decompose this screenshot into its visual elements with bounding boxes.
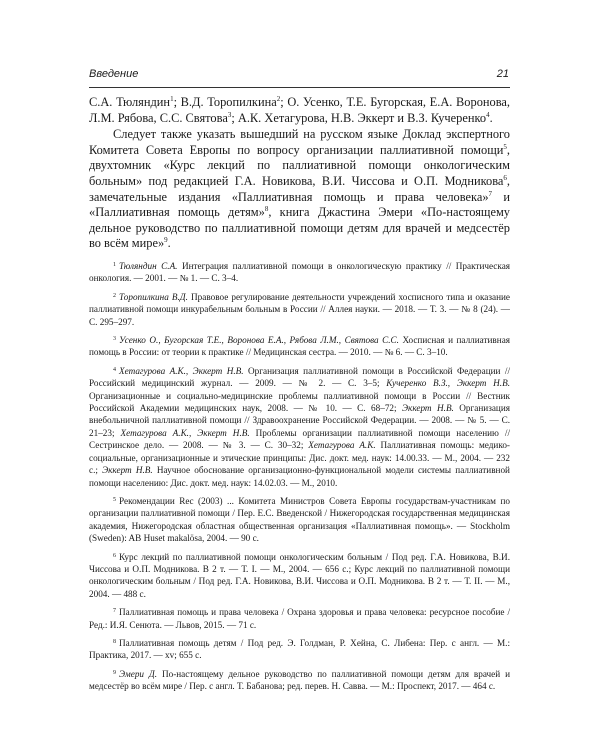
text-run: . [167, 236, 171, 251]
text-run: и «Паллиативная помощь детям» [89, 189, 510, 220]
text-run: , книга Джастина Эмери «По-настоящему дельное руководство по паллиативной помощи детям для врачей и медсестёр во всём мире» [89, 205, 510, 251]
footnote-number: 8 [113, 638, 116, 645]
footnote [89, 334, 510, 359]
footnote [89, 365, 510, 489]
footnote-number: 9 [113, 669, 116, 676]
text-run: , замечательные издания «Паллиативная помощь и права человека» [89, 173, 510, 204]
footnote-author: Эмери Д. [119, 668, 158, 679]
running-header [89, 68, 509, 86]
text-run: С.А. Тюляндин [89, 95, 171, 109]
footnote-number: 7 [113, 608, 116, 615]
footnote-text: Научное обоснование организационно-функциональной модели системы паллиативной помощи населению: Дис. докт. мед. наук: 14.02.03. — М., 2010. [89, 465, 510, 488]
footnote-author: Хетагурова А.К. [308, 440, 376, 451]
footnote-number: 2 [113, 292, 116, 299]
footnote-text: Хосписная и паллиативная помощь в России: от теории к практике // Медицинская сестра. — 2010. — № 6. — С. 3–10. [89, 335, 510, 358]
footnote-author: Эккерт Н.В. [402, 403, 454, 414]
footnote-text: Организация паллиативной помощи в Российской Федерации // Российский медицинский журнал. — 2009. — № 2. — С. 3–5; [89, 365, 511, 389]
footnote [89, 260, 510, 285]
page-number: 21 [496, 68, 509, 80]
footnote [89, 668, 510, 693]
footnote-ref: 4 [486, 110, 490, 119]
footnote-text: Паллиативная помощь: медико-социальные, организационные и этические принципы: Дис. докт. мед. наук: 14.00.33. — М., 2004. — 232 с.; [89, 440, 510, 476]
text-run: ; В.Д. Торопилкина [173, 95, 277, 109]
footnote-ref: 1 [170, 95, 174, 103]
footnote-text: Интеграция паллиативной помощи в онкологическую практику // Практическая онкология. — 2001. — № 1. — С. 3–4. [89, 261, 510, 284]
footnote [89, 551, 510, 601]
footnote-ref: 7 [488, 189, 493, 198]
footnote-ref: 3 [227, 110, 232, 119]
footnote-ref: 6 [503, 173, 507, 182]
footnote-number: 3 [113, 336, 116, 343]
text-run: ; А.К. Хетагурова, Н.В. Эккерт и В.З. Кучеренко [231, 110, 487, 125]
footnote-text: По-настоящему дельное руководство по паллиативной помощи детям для врачей и медсестёр во всём мире / Пер. с англ. Т. Бабанова; ред. перев. Н. Савва. — М.: Проспект, 2017. — 464 с. [89, 668, 510, 692]
paragraph [89, 127, 510, 252]
paragraph [89, 95, 510, 126]
footnote-ref: 9 [164, 236, 168, 245]
footnote [89, 637, 510, 662]
footnote-author: Эккерт Н.В. [102, 465, 153, 476]
footnote-text: Паллиативная помощь детям / Под ред. Э. Голдман, Р. Хейна, С. Либена: Пер. с англ. — М.: Практика, 2017. — xv; 655 с. [89, 637, 510, 661]
footnote-ref: 5 [503, 142, 507, 151]
footnote-text: Рекомендации Rec (2003) ... Комитета Министров Совета Европы государствам-участникам по организации паллиативной помощи / Пер. Е.С. Введенской / Нижегородская государственная медицинская академия, Нижегородская областная общественная организация «Паллиативная помощь». — Stockholm (Sweden): AB Huset makalösa, 2004. — 90 с. [89, 495, 510, 544]
footnote [89, 291, 510, 328]
footnote-text: Правовое регулирование деятельности учреждений хосписного типа и оказание паллиативной помощи инкурабельным больным в России // Аллея науки. — 2018. — Т. 3. — № 8 (24). — С. 295–297. [89, 291, 510, 327]
text-run: . [489, 110, 493, 125]
footnote-author: Хетагурова А.К., Эккерт Н.В. [120, 427, 250, 438]
footnote-author: Хетагурова А.К., Эккерт Н.В. [119, 365, 244, 376]
footnote [89, 495, 510, 545]
footnote-number: 5 [113, 496, 116, 503]
footnote-ref: 2 [276, 95, 281, 103]
text-run: , двухтомник «Курс лекций по паллиативной помощи онкологическим больным» под редакцией Г.А. Новикова, В.И. Чиссова и О.П. Модникова [89, 142, 510, 188]
footnote-author: Тюляндин С.А. [119, 261, 178, 271]
footnote [89, 606, 510, 631]
footnote-number: 4 [113, 366, 116, 373]
footnotes [89, 260, 510, 699]
footnote-text: Проблемы организации паллиативной помощи населению // Сестринское дело. — 2008. — № 3. — С. 30–32; [89, 427, 510, 451]
text-run: Следует также указать вышедший на русском языке Доклад экспертного Комитета Совета Европы по вопросу организации паллиативной помощи [89, 127, 510, 157]
footnote-text: Курс лекций по паллиативной помощи онкологическим больным / Под ред. Г.А. Новикова, В.И. Чиссова и О.П. Модникова. В 2 т. — Т. I. — М., 2004. — 656 с.; Курс лекций по паллиативной помощи онкологическим больным / Под ред. Г.А. Новикова, В.И. Чиссова и О.П. Модникова. В 2 т. — Т. II. — М., 2004. — 488 с. [89, 551, 510, 599]
footnote-text: Организация внебольничной паллиативной помощи // Здравоохранение Российской Федерации. — 2008. — № 5. — С. 21–23; [89, 403, 510, 438]
main-text [89, 95, 510, 252]
footnote-author: Усенко О., Бугорская Т.Е., Воронова Е.А., Рябова Л.М., Святова С.С. [119, 335, 399, 346]
footnote-text: Организационные и социально-медицинские проблемы паллиативной помощи в России // Вестник Российской Академии медицинских наук, 2008. — № 10. — С. 68–72; [89, 390, 510, 414]
footnote-number: 6 [113, 552, 116, 559]
footnote-ref: 8 [264, 205, 269, 214]
text-run: ; О. Усенко, Т.Е. Бугорская, Е.А. Воронова, Л.М. Рябова, С.С. Святова [89, 95, 510, 125]
footnote-author: Торопилкина В.Д. [119, 291, 188, 302]
section-title: Введение [89, 68, 139, 80]
footnote-author: Кучеренко В.З., Эккерт Н.В. [386, 378, 510, 389]
header-rule [89, 87, 510, 88]
footnote-text: Паллиативная помощь и права человека / Охрана здоровья и права человека: ресурсное пособие / Ред.: И.Я. Сенюта. — Львов, 2015. — 71 с. [89, 607, 510, 630]
footnote-number: 1 [113, 262, 116, 268]
